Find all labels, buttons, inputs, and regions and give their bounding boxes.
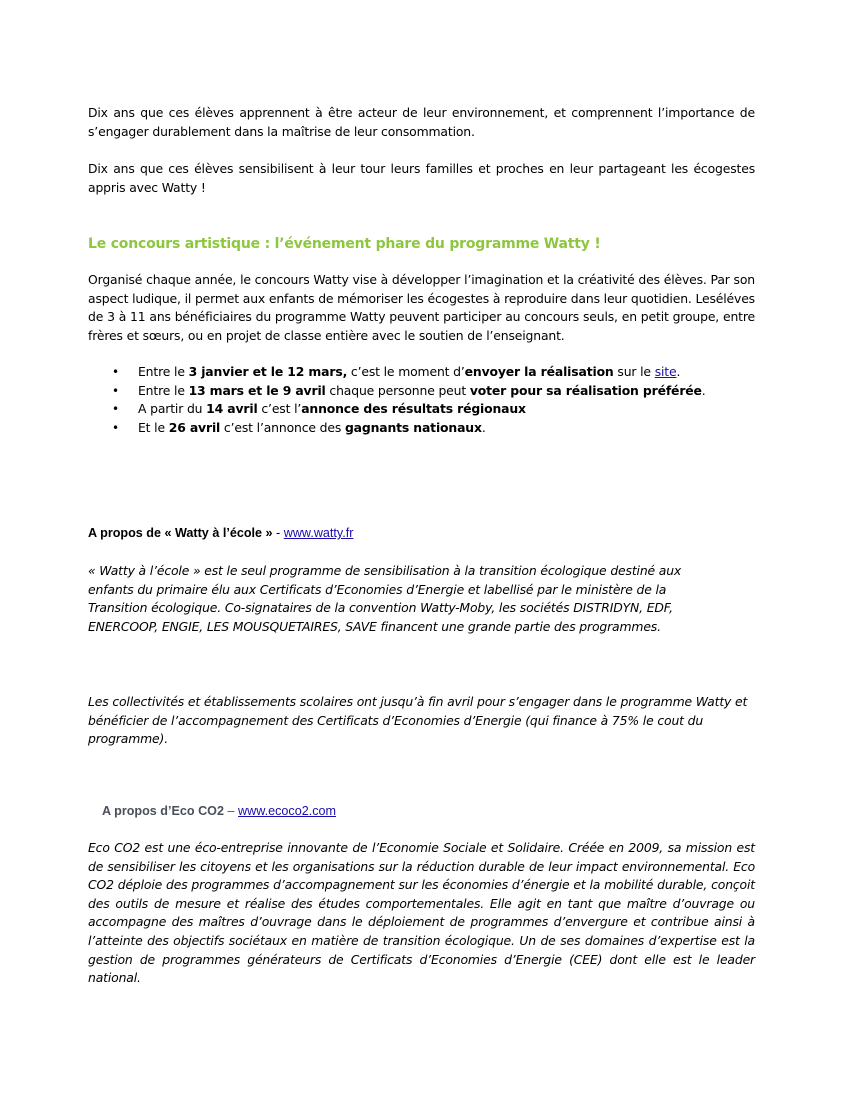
- list-text: .: [481, 419, 486, 435]
- title-separator: -: [272, 526, 284, 540]
- list-bold: voter pour sa réalisation préférée: [469, 382, 702, 398]
- list-text: c’est le moment d’: [347, 364, 465, 379]
- bullet-icon: •: [112, 420, 119, 435]
- list-bold: 13 mars et le 9 avril: [188, 382, 326, 398]
- contest-dates-list: [88, 363, 755, 437]
- eco-title-text: A propos d’Eco CO2: [102, 804, 224, 818]
- list-text: .: [701, 382, 706, 398]
- intro-paragraph-1: Dix ans que ces élèves apprennent à être acteur de leur environnement, et comprennent l’importance de s’engager durablement dans la maîtrise de leur consommation.: [88, 105, 755, 139]
- contest-paragraph: Organisé chaque année, le concours Watty vise à développer l’imagination et la créativité des élèves. Par son aspect ludique, il permet aux enfants de mémoriser les écogestes à reproduire dans leur quotidien. Leséléves de 3 à 11 ans bénéficiaires du programme Watty peuvent participer au concours seuls, en petit groupe, entre frères et sœurs, ou en projet de classe entière avec le soutien de l’enseignant.: [88, 272, 755, 343]
- list-bold: 14 avril: [206, 401, 258, 417]
- site-link[interactable]: site: [654, 364, 677, 379]
- list-bold: envoyer la réalisation: [464, 364, 614, 379]
- list-item: [88, 400, 755, 419]
- title-separator: –: [223, 804, 238, 818]
- list-text: c’est l’annonce des: [220, 419, 345, 435]
- list-item: [88, 382, 755, 401]
- eco-about-title: [102, 804, 769, 818]
- list-text: .: [676, 364, 681, 379]
- eco-paragraph: Eco CO2 est une éco-entreprise innovante de l’Economie Sociale et Solidaire. Créée en 2009, sa mission est de sensibiliser les citoyens et les organisations sur la réduction durable de leur impact environnemental. Eco CO2 déploie des programmes d’accompagnement sur les économies d’énergie et la mobilité durable, conçoit des outils de mesure et réalise des études comportementales. Elle agit en tant que maître d’ouvrage ou accompagne des maîtres d’ouvrage dans le déploiement de programmes d’envergure et contribue ainsi à l’atteinte des objectifs sociétaux en matière de transition écologique. Un de ses domaines d’expertise est la gestion de programmes générateurs de Certificats d’Economies d’Energie (CEE) dont elle est le leader national.: [88, 840, 755, 986]
- bullet-icon: •: [112, 402, 119, 417]
- list-bold: 26 avril: [168, 419, 221, 435]
- list-item: [88, 419, 755, 438]
- list-text: chaque personne peut: [325, 382, 470, 398]
- contest-heading: Le concours artistique : l’événement phare du programme Watty !: [88, 236, 601, 252]
- bullet-icon: •: [112, 365, 119, 379]
- watty-about-title: [88, 526, 755, 540]
- list-text: Entre le: [138, 364, 189, 379]
- list-text: c’est l’: [257, 401, 302, 417]
- list-text: Et le: [138, 419, 169, 435]
- list-bold: 3 janvier et le 12 mars,: [188, 364, 348, 379]
- list-text: Entre le: [138, 382, 189, 398]
- intro-paragraph-2: Dix ans que ces élèves sensibilisent à leur tour leurs familles et proches en leur partageant les écogestes appris avec Watty !: [88, 161, 755, 195]
- list-bold: gagnants nationaux: [344, 419, 482, 435]
- watty-paragraph-1: « Watty à l’école » est le seul programme de sensibilisation à la transition écologique destiné aux enfants du primaire élu aux Certificats d’Economies d’Energie et labellisé par le ministère de la Transition écologique. Co-signataires de la convention Watty-Moby, les sociétés DISTRIDYN, EDF, ENERCOOP, ENGIE, LES MOUSQUETAIRES, SAVE financent une grande partie des programmes.: [88, 563, 682, 634]
- watty-paragraph-2: Les collectivités et établissements scolaires ont jusqu’à fin avril pour s’engager dans le programme Watty et bénéficier de l’accompagnement des Certificats d’Economies d’Energie (qui finance à 75% le cout du programme).: [88, 694, 748, 747]
- eco-link[interactable]: www.ecoco2.com: [238, 804, 336, 818]
- watty-title-text: A propos de « Watty à l’école »: [88, 526, 273, 540]
- list-text: A partir du: [138, 401, 207, 417]
- list-bold: annonce des résultats régionaux: [301, 401, 526, 417]
- bullet-icon: •: [112, 383, 119, 398]
- list-text: sur le: [613, 364, 655, 379]
- list-item: [88, 363, 755, 382]
- watty-link[interactable]: www.watty.fr: [283, 526, 354, 540]
